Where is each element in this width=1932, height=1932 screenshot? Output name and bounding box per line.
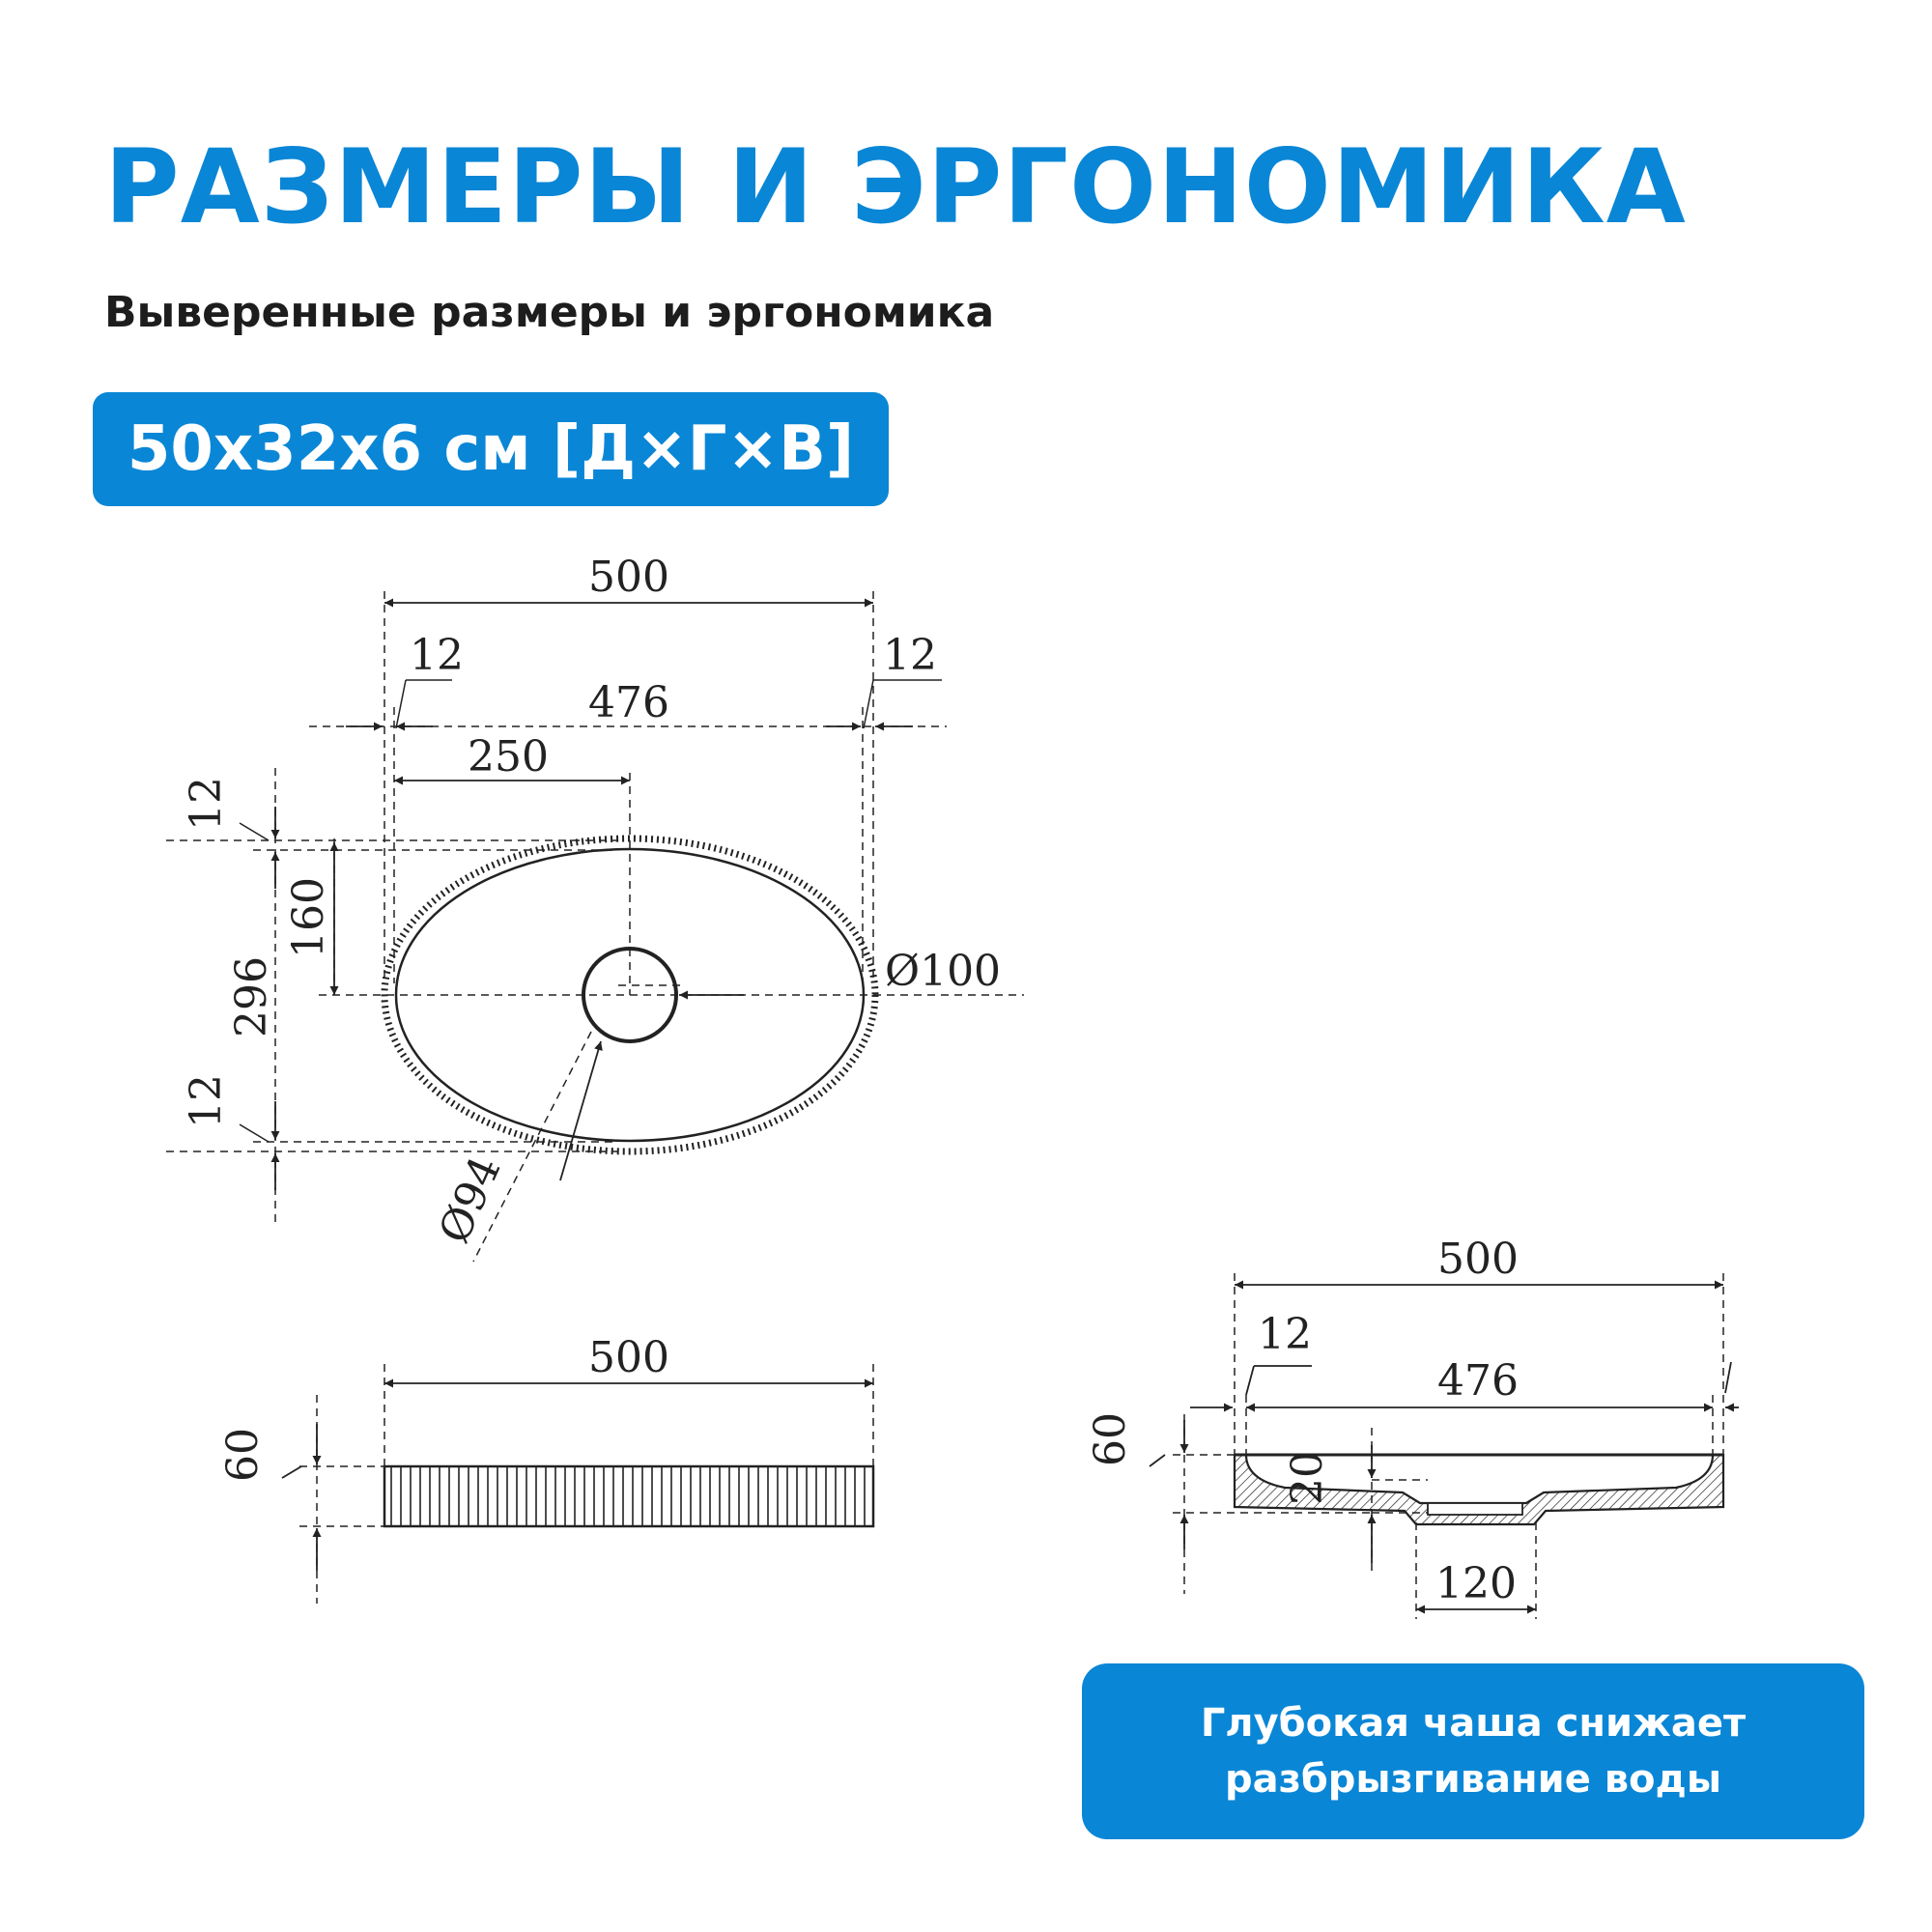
- front-dim-height: 60: [218, 1428, 268, 1482]
- top-dim-rim-right: 12: [883, 631, 937, 680]
- section-dim-height: 60: [1086, 1412, 1135, 1466]
- top-dim-drain-outer: Ø100: [885, 947, 1002, 996]
- section-dim-overall: 500: [1437, 1235, 1519, 1284]
- top-dim-rim-bottom: 12: [182, 1074, 231, 1128]
- section-dim-inner: 476: [1437, 1356, 1519, 1406]
- section-dim-drain: 120: [1435, 1559, 1517, 1608]
- section-view-labels: [1086, 1235, 1519, 1608]
- top-view-labels: [182, 553, 1001, 1251]
- info-line-2: разбрызгивание воды: [1224, 1757, 1722, 1802]
- top-dim-rim-top: 12: [182, 777, 231, 831]
- drain-section: [1428, 1503, 1522, 1515]
- top-dim-rim-left: 12: [410, 631, 464, 680]
- top-dim-inner: 476: [588, 678, 669, 727]
- page-title: РАЗМЕРЫ И ЭРГОНОМИКА: [104, 128, 1687, 246]
- front-dim-overall: 500: [588, 1333, 669, 1382]
- dimensions-badge: 50x32x6 см [Д×Г×В]: [93, 392, 889, 506]
- ribbed-side-panel: [384, 1466, 873, 1526]
- front-view-labels: [218, 1333, 669, 1482]
- info-line-1: Глубокая чаша снижает: [1200, 1701, 1747, 1746]
- top-dim-drain-inner: Ø94: [429, 1149, 511, 1251]
- top-dim-half-depth: 160: [284, 877, 333, 958]
- info-callout: [1082, 1663, 1864, 1839]
- section-dim-rim: 12: [1258, 1310, 1312, 1359]
- page-subtitle: Выверенные размеры и эргономика: [104, 288, 995, 337]
- top-dim-center: 250: [468, 732, 549, 781]
- top-dim-inner-depth: 296: [227, 956, 276, 1037]
- top-dim-overall: 500: [588, 553, 669, 602]
- front-view: [282, 1364, 873, 1604]
- section-dim-bowl-depth: 20: [1283, 1451, 1332, 1505]
